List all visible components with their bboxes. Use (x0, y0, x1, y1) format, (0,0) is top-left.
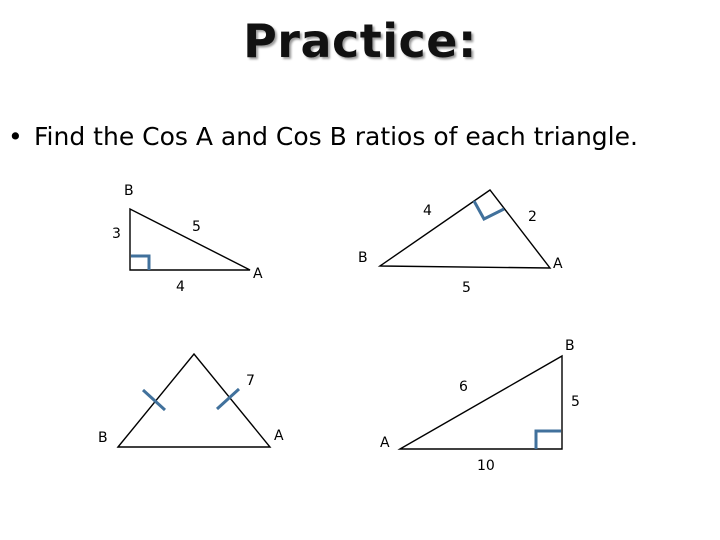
triangle-1-vertex-a: A (253, 266, 263, 282)
triangle-1-side-label: 3 (112, 226, 121, 242)
triangle-4-outline (400, 356, 562, 449)
triangle-3-side-label: 7 (246, 373, 255, 389)
triangle-1-side-label: 4 (176, 279, 185, 295)
triangle-1-hypotenuse-label: 5 (192, 219, 201, 235)
triangle-3-vertex-a: A (274, 428, 284, 444)
triangle-4-side-label: 5 (571, 394, 580, 410)
triangle-2-outline (380, 190, 550, 268)
triangle-4-vertex-b: B (565, 338, 575, 354)
triangle-1-right-angle-marker (131, 256, 149, 270)
triangle-4-right-angle-marker (536, 431, 561, 449)
triangle-2-side-label: 2 (528, 209, 537, 225)
triangle-1-vertex-b: B (124, 183, 134, 199)
bullet-symbol: • (8, 122, 23, 151)
triangle-4-vertex-a: A (380, 435, 390, 451)
triangle-3 (98, 354, 284, 447)
triangle-2 (358, 190, 563, 296)
slide-title: Practice: (243, 14, 477, 68)
triangle-3-outline (118, 354, 270, 447)
instruction-text: Find the Cos A and Cos B ratios of each triangle. (34, 122, 638, 151)
triangle-2-side-label: 5 (462, 280, 471, 296)
triangle-3-vertex-b: B (98, 430, 108, 446)
triangle-2-vertex-b: B (358, 250, 368, 266)
triangle-2-side-label: 4 (423, 203, 432, 219)
triangle-4-hypotenuse-label: 6 (459, 379, 468, 395)
triangle-4 (380, 338, 580, 474)
triangle-2-vertex-a: A (553, 256, 563, 272)
triangle-2-right-angle-marker (474, 201, 504, 219)
triangle-4-side-label: 10 (477, 458, 495, 474)
triangle-1 (112, 183, 263, 295)
